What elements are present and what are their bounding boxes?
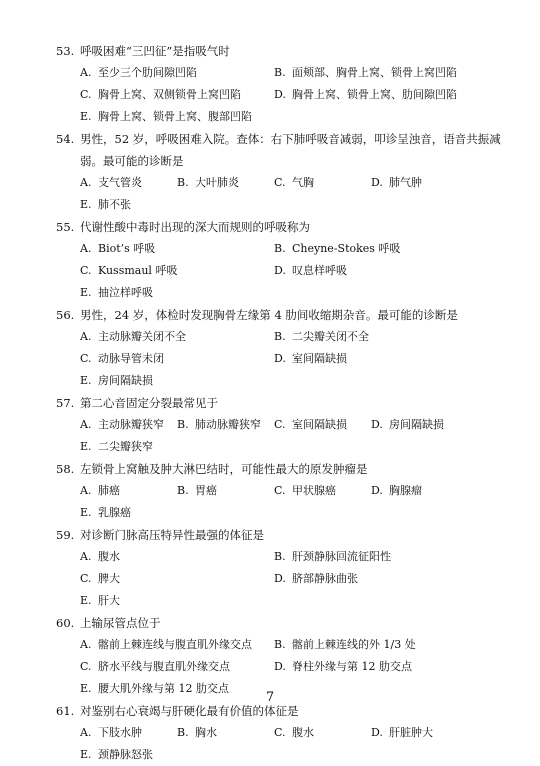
option-d bbox=[274, 84, 468, 106]
option-a bbox=[80, 722, 177, 744]
option-text: 室间隔缺损 bbox=[292, 418, 347, 431]
option-letter: B. bbox=[177, 484, 189, 497]
option-letter: D. bbox=[274, 264, 286, 277]
option-e bbox=[80, 436, 506, 458]
question-55 bbox=[56, 216, 506, 304]
option-c bbox=[274, 414, 371, 436]
option-text: 主动脉瓣关闭不全 bbox=[98, 330, 186, 343]
option-text: 叹息样呼吸 bbox=[292, 264, 347, 277]
option-text: 大叶肺炎 bbox=[195, 176, 239, 189]
option-letter: C. bbox=[80, 660, 92, 673]
option-e bbox=[80, 282, 506, 304]
option-c bbox=[80, 84, 274, 106]
option-letter: D. bbox=[274, 352, 286, 365]
option-c bbox=[80, 656, 274, 678]
option-letter: E. bbox=[80, 374, 92, 387]
option-letter: E. bbox=[80, 110, 92, 123]
question-stem bbox=[56, 458, 506, 480]
option-a bbox=[80, 172, 177, 194]
option-text: Cheyne-Stokes 呼吸 bbox=[292, 242, 401, 255]
option-letter: B. bbox=[274, 550, 286, 563]
option-letter: E. bbox=[80, 198, 92, 211]
option-text: 胸骨上窝、锁骨上窝、肋间隙凹陷 bbox=[292, 88, 457, 101]
option-letter: D. bbox=[274, 88, 286, 101]
option-list bbox=[56, 238, 506, 304]
option-e bbox=[80, 502, 506, 524]
option-letter: A. bbox=[80, 418, 92, 431]
question-56 bbox=[56, 304, 506, 392]
option-b bbox=[274, 238, 468, 260]
option-d bbox=[274, 260, 468, 282]
option-letter: C. bbox=[80, 88, 92, 101]
option-letter: A. bbox=[80, 550, 92, 563]
question-number: 59. bbox=[56, 528, 75, 542]
option-text: 室间隔缺损 bbox=[292, 352, 347, 365]
option-text: 肝颈静脉回流征阳性 bbox=[292, 550, 391, 563]
question-number: 58. bbox=[56, 462, 75, 476]
option-c bbox=[274, 722, 371, 744]
option-letter: C. bbox=[80, 264, 92, 277]
option-d bbox=[371, 722, 468, 744]
option-b bbox=[274, 546, 468, 568]
question-number: 57. bbox=[56, 396, 75, 410]
option-letter: E. bbox=[80, 748, 92, 761]
option-text: 至少三个肋间隙凹陷 bbox=[98, 66, 197, 79]
option-c bbox=[274, 172, 371, 194]
option-c bbox=[80, 568, 274, 590]
option-list bbox=[56, 326, 506, 392]
option-d bbox=[274, 348, 468, 370]
option-letter: A. bbox=[80, 176, 92, 189]
question-number: 56. bbox=[56, 308, 75, 322]
option-letter: C. bbox=[274, 176, 286, 189]
question-text: 上输尿管点位于 bbox=[80, 616, 161, 630]
question-53 bbox=[56, 40, 506, 128]
question-number: 61. bbox=[56, 704, 75, 718]
option-text: 颈静脉怒张 bbox=[98, 748, 153, 761]
option-text: 脾大 bbox=[98, 572, 120, 585]
question-number: 60. bbox=[56, 616, 75, 630]
question-text: 男性，52 岁，呼吸困难入院。查体：右下肺呼吸音减弱，叩诊呈浊音，语音共振减弱。最可能的诊断是 bbox=[80, 132, 501, 168]
option-text: 面颊部、胸骨上窝、锁骨上窝凹陷 bbox=[292, 66, 457, 79]
option-text: Kussmaul 呼吸 bbox=[98, 264, 178, 277]
option-list bbox=[56, 414, 506, 458]
option-text: 胸骨上窝、双侧锁骨上窝凹陷 bbox=[98, 88, 241, 101]
question-text: 第二心音固定分裂最常见于 bbox=[80, 396, 218, 410]
option-a bbox=[80, 414, 177, 436]
option-text: 胸腺瘤 bbox=[389, 484, 422, 497]
question-list bbox=[56, 40, 506, 766]
option-a bbox=[80, 480, 177, 502]
option-text: 胸水 bbox=[195, 726, 217, 739]
option-text: 脐水平线与腹直肌外缘交点 bbox=[98, 660, 230, 673]
option-a bbox=[80, 546, 274, 568]
option-list bbox=[56, 722, 506, 766]
option-text: 肺不张 bbox=[98, 198, 131, 211]
option-text: 乳腺癌 bbox=[98, 506, 131, 519]
option-letter: A. bbox=[80, 638, 92, 651]
option-text: 腹水 bbox=[292, 726, 314, 739]
option-letter: B. bbox=[274, 66, 286, 79]
option-text: 二尖瓣狭窄 bbox=[98, 440, 153, 453]
question-text: 男性，24 岁，体检时发现胸骨左缘第 4 肋间收缩期杂音。最可能的诊断是 bbox=[80, 308, 458, 322]
question-text: 对诊断门脉高压特异性最强的体征是 bbox=[80, 528, 264, 542]
option-letter: B. bbox=[177, 418, 189, 431]
option-text: 脐部静脉曲张 bbox=[292, 572, 358, 585]
option-letter: A. bbox=[80, 484, 92, 497]
question-61 bbox=[56, 700, 506, 766]
option-a bbox=[80, 326, 274, 348]
option-letter: E. bbox=[80, 682, 92, 695]
option-letter: D. bbox=[274, 572, 286, 585]
question-number: 55. bbox=[56, 220, 75, 234]
question-stem bbox=[56, 40, 506, 62]
question-54 bbox=[56, 128, 506, 216]
option-letter: C. bbox=[274, 484, 286, 497]
option-letter: D. bbox=[371, 726, 383, 739]
option-text: 肝大 bbox=[98, 594, 120, 607]
option-text: 胃癌 bbox=[195, 484, 217, 497]
option-b bbox=[274, 62, 468, 84]
option-letter: C. bbox=[80, 352, 92, 365]
option-text: 支气管炎 bbox=[98, 176, 142, 189]
question-text: 呼吸困难“三凹征”是指吸气时 bbox=[80, 44, 230, 58]
option-d bbox=[371, 414, 468, 436]
option-b bbox=[274, 326, 468, 348]
option-a bbox=[80, 238, 274, 260]
option-letter: B. bbox=[274, 242, 286, 255]
question-57 bbox=[56, 392, 506, 458]
option-text: 髂前上棘连线与腹直肌外缘交点 bbox=[98, 638, 252, 651]
option-text: 肺动脉瓣狭窄 bbox=[195, 418, 261, 431]
option-text: 动脉导管未闭 bbox=[98, 352, 164, 365]
option-text: 甲状腺癌 bbox=[292, 484, 336, 497]
question-stem bbox=[56, 612, 506, 634]
option-text: 腰大肌外缘与第 12 肋交点 bbox=[98, 682, 229, 695]
option-letter: B. bbox=[177, 726, 189, 739]
option-e bbox=[80, 194, 506, 216]
question-60 bbox=[56, 612, 506, 700]
question-stem bbox=[56, 128, 506, 172]
option-letter: B. bbox=[177, 176, 189, 189]
option-e bbox=[80, 106, 506, 128]
option-letter: D. bbox=[371, 176, 383, 189]
option-c bbox=[80, 348, 274, 370]
option-d bbox=[371, 480, 468, 502]
option-letter: A. bbox=[80, 330, 92, 343]
option-letter: D. bbox=[371, 418, 383, 431]
option-text: Biot’s 呼吸 bbox=[98, 242, 156, 255]
option-d bbox=[274, 656, 468, 678]
option-text: 髂前上棘连线的外 1/3 处 bbox=[292, 638, 416, 651]
option-text: 气胸 bbox=[292, 176, 314, 189]
option-b bbox=[177, 480, 274, 502]
option-c bbox=[274, 480, 371, 502]
option-letter: A. bbox=[80, 66, 92, 79]
option-b bbox=[274, 634, 468, 656]
option-e bbox=[80, 590, 506, 612]
option-letter: D. bbox=[274, 660, 286, 673]
option-text: 房间隔缺损 bbox=[98, 374, 153, 387]
question-stem bbox=[56, 304, 506, 326]
question-number: 54. bbox=[56, 132, 75, 146]
option-text: 脊柱外缘与第 12 肋交点 bbox=[292, 660, 412, 673]
option-b bbox=[177, 722, 274, 744]
option-letter: B. bbox=[274, 330, 286, 343]
question-59 bbox=[56, 524, 506, 612]
option-text: 肺癌 bbox=[98, 484, 120, 497]
option-d bbox=[274, 568, 468, 590]
option-letter: C. bbox=[274, 726, 286, 739]
option-letter: E. bbox=[80, 286, 92, 299]
question-stem bbox=[56, 392, 506, 414]
option-b bbox=[177, 414, 274, 436]
question-stem bbox=[56, 524, 506, 546]
option-letter: E. bbox=[80, 594, 92, 607]
option-d bbox=[371, 172, 468, 194]
option-e bbox=[80, 370, 506, 392]
option-b bbox=[177, 172, 274, 194]
option-text: 下肢水肿 bbox=[98, 726, 142, 739]
option-text: 二尖瓣关闭不全 bbox=[292, 330, 369, 343]
option-text: 胸骨上窝、锁骨上窝、腹部凹陷 bbox=[98, 110, 252, 123]
option-list bbox=[56, 62, 506, 128]
page-number: 7 bbox=[265, 690, 275, 705]
option-text: 抽泣样呼吸 bbox=[98, 286, 153, 299]
question-number: 53. bbox=[56, 44, 75, 58]
question-stem bbox=[56, 216, 506, 238]
question-text: 对鉴别右心衰竭与肝硬化最有价值的体征是 bbox=[80, 704, 299, 718]
option-list bbox=[56, 480, 506, 524]
option-letter: D. bbox=[371, 484, 383, 497]
option-text: 主动脉瓣狭窄 bbox=[98, 418, 164, 431]
option-a bbox=[80, 62, 274, 84]
question-58 bbox=[56, 458, 506, 524]
option-text: 肝脏肿大 bbox=[389, 726, 433, 739]
option-e bbox=[80, 744, 506, 766]
option-text: 腹水 bbox=[98, 550, 120, 563]
option-list bbox=[56, 172, 506, 216]
question-text: 左锁骨上窝触及肿大淋巴结时，可能性最大的原发肿瘤是 bbox=[80, 462, 368, 476]
option-letter: E. bbox=[80, 506, 92, 519]
option-letter: C. bbox=[274, 418, 286, 431]
option-letter: E. bbox=[80, 440, 92, 453]
question-text: 代谢性酸中毒时出现的深大而规则的呼吸称为 bbox=[80, 220, 310, 234]
option-letter: C. bbox=[80, 572, 92, 585]
option-letter: B. bbox=[274, 638, 286, 651]
option-letter: A. bbox=[80, 726, 92, 739]
option-list bbox=[56, 546, 506, 612]
option-letter: A. bbox=[80, 242, 92, 255]
option-a bbox=[80, 634, 274, 656]
option-text: 肺气肿 bbox=[389, 176, 422, 189]
option-text: 房间隔缺损 bbox=[389, 418, 444, 431]
option-c bbox=[80, 260, 274, 282]
